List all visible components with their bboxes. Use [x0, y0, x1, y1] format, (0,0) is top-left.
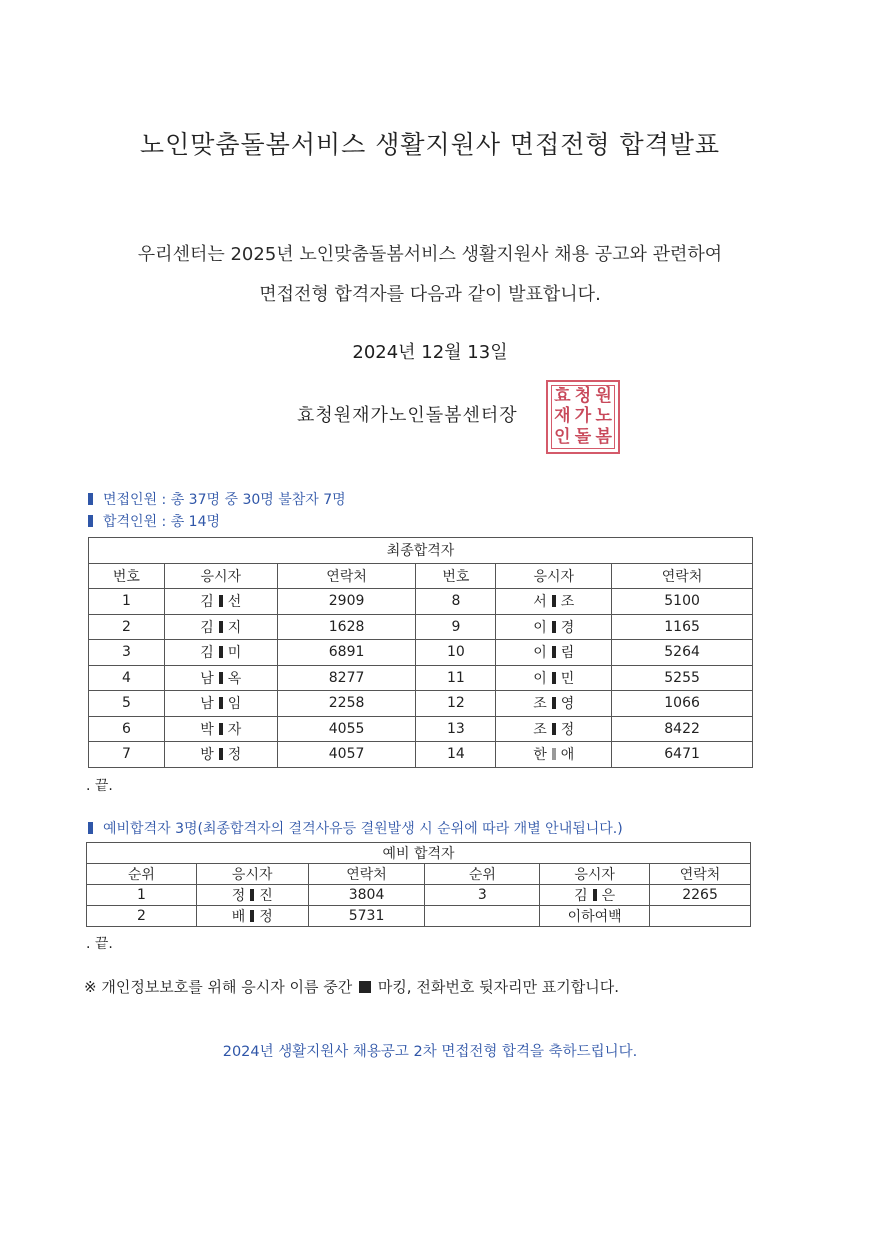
applicant-given: 림 [560, 645, 575, 662]
congratulations-message: 2024년 생활지원사 채용공고 2차 면접전형 합격을 축하드립니다. [222, 1044, 638, 1060]
table-caption-row [89, 538, 753, 564]
mask-mark-icon [593, 889, 597, 901]
table-caption-row [87, 843, 751, 864]
applicant-given: 민 [560, 670, 575, 687]
official-seal-stamp [546, 380, 620, 454]
applicant-surname: 조 [533, 696, 547, 713]
applicant-given: 옥 [227, 670, 242, 687]
applicant-given: 정 [227, 747, 242, 764]
applicant-cell [164, 716, 277, 742]
applicant-cell [496, 614, 612, 640]
table-caption: 예비 합격자 [87, 843, 751, 864]
seal-char: 돌 [574, 427, 592, 448]
applicant-surname: 한 [533, 747, 547, 764]
table-row [89, 742, 753, 768]
contact-cell: 3804 [308, 885, 425, 906]
applicant-surname: 방 [200, 747, 214, 764]
column-header: 응시자 [540, 864, 650, 885]
contact-cell: 2265 [650, 885, 751, 906]
applicant-given: 자 [227, 721, 242, 738]
column-header: 연락처 [277, 563, 416, 589]
seal-char: 노 [595, 406, 612, 427]
applicant-given: 선 [227, 594, 242, 611]
row-number: 5 [89, 691, 165, 717]
contact-cell: 6891 [277, 640, 416, 666]
end-mark: . 끝. [86, 936, 113, 952]
mask-mark-icon [219, 697, 223, 709]
contact-cell: 5100 [612, 589, 753, 615]
column-header: 연락처 [612, 563, 753, 589]
mask-mark-icon [250, 889, 254, 901]
applicant-cell [540, 885, 650, 906]
mask-mark-icon [552, 697, 556, 709]
rank-cell: 1 [87, 885, 197, 906]
rank-cell: 3 [425, 885, 540, 906]
applicant-cell [496, 640, 612, 666]
applicant-surname: 서 [533, 594, 547, 611]
applicant-surname: 김 [200, 594, 214, 611]
seal-char: 인 [554, 427, 571, 448]
rank-cell: 2 [87, 906, 197, 927]
applicant-cell [164, 665, 277, 691]
reserve-heading-text: 예비합격자 3명(최종합격자의 결격사유등 결원발생 시 순위에 따라 개별 안내됩니다.) [103, 821, 623, 837]
applicant-cell [496, 691, 612, 717]
table-row [89, 665, 753, 691]
blank-label-cell: 이하여백 [540, 906, 650, 927]
contact-cell: 5731 [308, 906, 425, 927]
final-passers-table [88, 537, 753, 768]
summary-passed [88, 511, 220, 531]
applicant-given: 정 [560, 721, 575, 738]
row-number: 13 [416, 716, 496, 742]
applicant-given: 은 [601, 888, 616, 904]
privacy-note-prefix: ※ 개인정보보호를 위해 응시자 이름 중간 [84, 978, 353, 996]
applicant-given: 미 [227, 645, 242, 662]
reserve-passers-table [86, 842, 751, 927]
page-title: 노인맞춤돌봄서비스 생활지원사 면접전형 합격발표 [139, 130, 721, 159]
seal-char: 재 [554, 406, 571, 427]
mask-mark-icon [219, 646, 223, 658]
applicant-cell [164, 742, 277, 768]
contact-cell: 4057 [277, 742, 416, 768]
organization-name: 효청원재가노인돌봄센터장 [297, 405, 518, 426]
applicant-surname: 이 [533, 619, 547, 636]
row-number: 8 [416, 589, 496, 615]
row-number: 9 [416, 614, 496, 640]
row-number: 3 [89, 640, 165, 666]
table-row [89, 589, 753, 615]
summary-interview [88, 489, 346, 509]
applicant-given: 임 [227, 696, 242, 713]
row-number: 2 [89, 614, 165, 640]
applicant-surname: 김 [574, 888, 588, 904]
row-number: 6 [89, 716, 165, 742]
applicant-surname: 조 [533, 721, 547, 738]
column-header: 응시자 [164, 563, 277, 589]
table-row [89, 691, 753, 717]
summary-passed-text: 합격인원 : 총 14명 [103, 514, 221, 530]
mask-mark-icon [552, 621, 556, 633]
column-header: 연락처 [308, 864, 425, 885]
mask-mark-icon [219, 672, 223, 684]
contact-cell: 1628 [277, 614, 416, 640]
mask-mark-icon [219, 621, 223, 633]
contact-cell: 1066 [612, 691, 753, 717]
mask-mark-icon [219, 748, 223, 760]
table-row [87, 885, 751, 906]
table-row [89, 716, 753, 742]
contact-cell: 6471 [612, 742, 753, 768]
applicant-surname: 김 [200, 619, 214, 636]
contact-cell: 2909 [277, 589, 416, 615]
applicant-cell [164, 589, 277, 615]
applicant-surname: 배 [231, 909, 246, 925]
applicant-given: 조 [560, 594, 575, 611]
applicant-cell [496, 589, 612, 615]
seal-char: 봄 [595, 427, 612, 448]
contact-cell: 8422 [612, 716, 753, 742]
contact-cell: 1165 [612, 614, 753, 640]
announcement-date: 2024년 12월 13일 [352, 342, 508, 363]
applicant-surname: 남 [200, 696, 214, 713]
bullet-square-icon [88, 515, 93, 527]
applicant-cell [196, 885, 308, 906]
table-row [89, 640, 753, 666]
bullet-square-icon [88, 493, 93, 505]
applicant-surname: 이 [533, 670, 547, 687]
applicant-cell [164, 614, 277, 640]
contact-cell: 8277 [277, 665, 416, 691]
contact-cell: 4055 [277, 716, 416, 742]
mask-square-icon [359, 981, 371, 993]
applicant-given: 영 [560, 696, 575, 713]
applicant-cell [196, 906, 308, 927]
row-number: 4 [89, 665, 165, 691]
mask-mark-icon [552, 595, 556, 607]
table-row [89, 614, 753, 640]
table-row [87, 906, 751, 927]
applicant-surname: 남 [200, 670, 214, 687]
applicant-given: 정 [259, 909, 273, 925]
row-number: 11 [416, 665, 496, 691]
summary-interview-text: 면접인원 : 총 37명 중 30명 불참자 7명 [103, 492, 346, 508]
contact-cell: 5255 [612, 665, 753, 691]
bullet-square-icon [88, 822, 93, 834]
applicant-cell [164, 691, 277, 717]
applicant-surname: 정 [231, 888, 246, 904]
row-number: 14 [416, 742, 496, 768]
applicant-surname: 이 [533, 645, 547, 662]
applicant-cell [496, 742, 612, 768]
table-header-row [89, 563, 753, 589]
contact-cell [650, 906, 751, 927]
intro-line-1: 우리센터는 2025년 노인맞춤돌봄서비스 생활지원사 채용 공고와 관련하여 [137, 244, 723, 265]
reserve-heading [88, 818, 623, 838]
seal-char: 효 [554, 385, 571, 406]
privacy-note [84, 976, 619, 997]
contact-cell: 2258 [277, 691, 416, 717]
mask-mark-icon [219, 723, 223, 735]
seal-characters [551, 385, 615, 449]
column-header: 응시자 [196, 864, 308, 885]
column-header: 번호 [89, 563, 165, 589]
column-header: 연락처 [650, 864, 751, 885]
seal-char: 원 [595, 385, 612, 406]
seal-char: 가 [574, 406, 592, 427]
column-header: 번호 [416, 563, 496, 589]
applicant-surname: 박 [200, 721, 214, 738]
contact-cell: 5264 [612, 640, 753, 666]
mask-mark-icon [552, 723, 556, 735]
column-header: 순위 [87, 864, 197, 885]
mask-mark-icon [552, 646, 556, 658]
rank-cell [425, 906, 540, 927]
row-number: 10 [416, 640, 496, 666]
applicant-cell [496, 665, 612, 691]
table-caption: 최종합격자 [89, 538, 753, 564]
row-number: 1 [89, 589, 165, 615]
mask-mark-icon [219, 595, 223, 607]
privacy-note-suffix: 마킹, 전화번호 뒷자리만 표기합니다. [377, 978, 620, 996]
end-mark: . 끝. [86, 778, 113, 794]
mask-mark-icon [552, 672, 556, 684]
table-header-row [87, 864, 751, 885]
applicant-cell [496, 716, 612, 742]
seal-char: 청 [574, 385, 592, 406]
row-number: 12 [416, 691, 496, 717]
intro-line-2: 면접전형 합격자를 다음과 같이 발표합니다. [259, 284, 601, 305]
applicant-cell [164, 640, 277, 666]
applicant-given: 경 [560, 619, 575, 636]
applicant-given: 애 [560, 747, 575, 764]
column-header: 순위 [425, 864, 540, 885]
mask-mark-icon [552, 748, 556, 760]
applicant-given: 지 [227, 619, 242, 636]
column-header: 응시자 [496, 563, 612, 589]
row-number: 7 [89, 742, 165, 768]
applicant-surname: 김 [200, 645, 214, 662]
mask-mark-icon [250, 910, 254, 922]
applicant-given: 진 [259, 888, 273, 904]
